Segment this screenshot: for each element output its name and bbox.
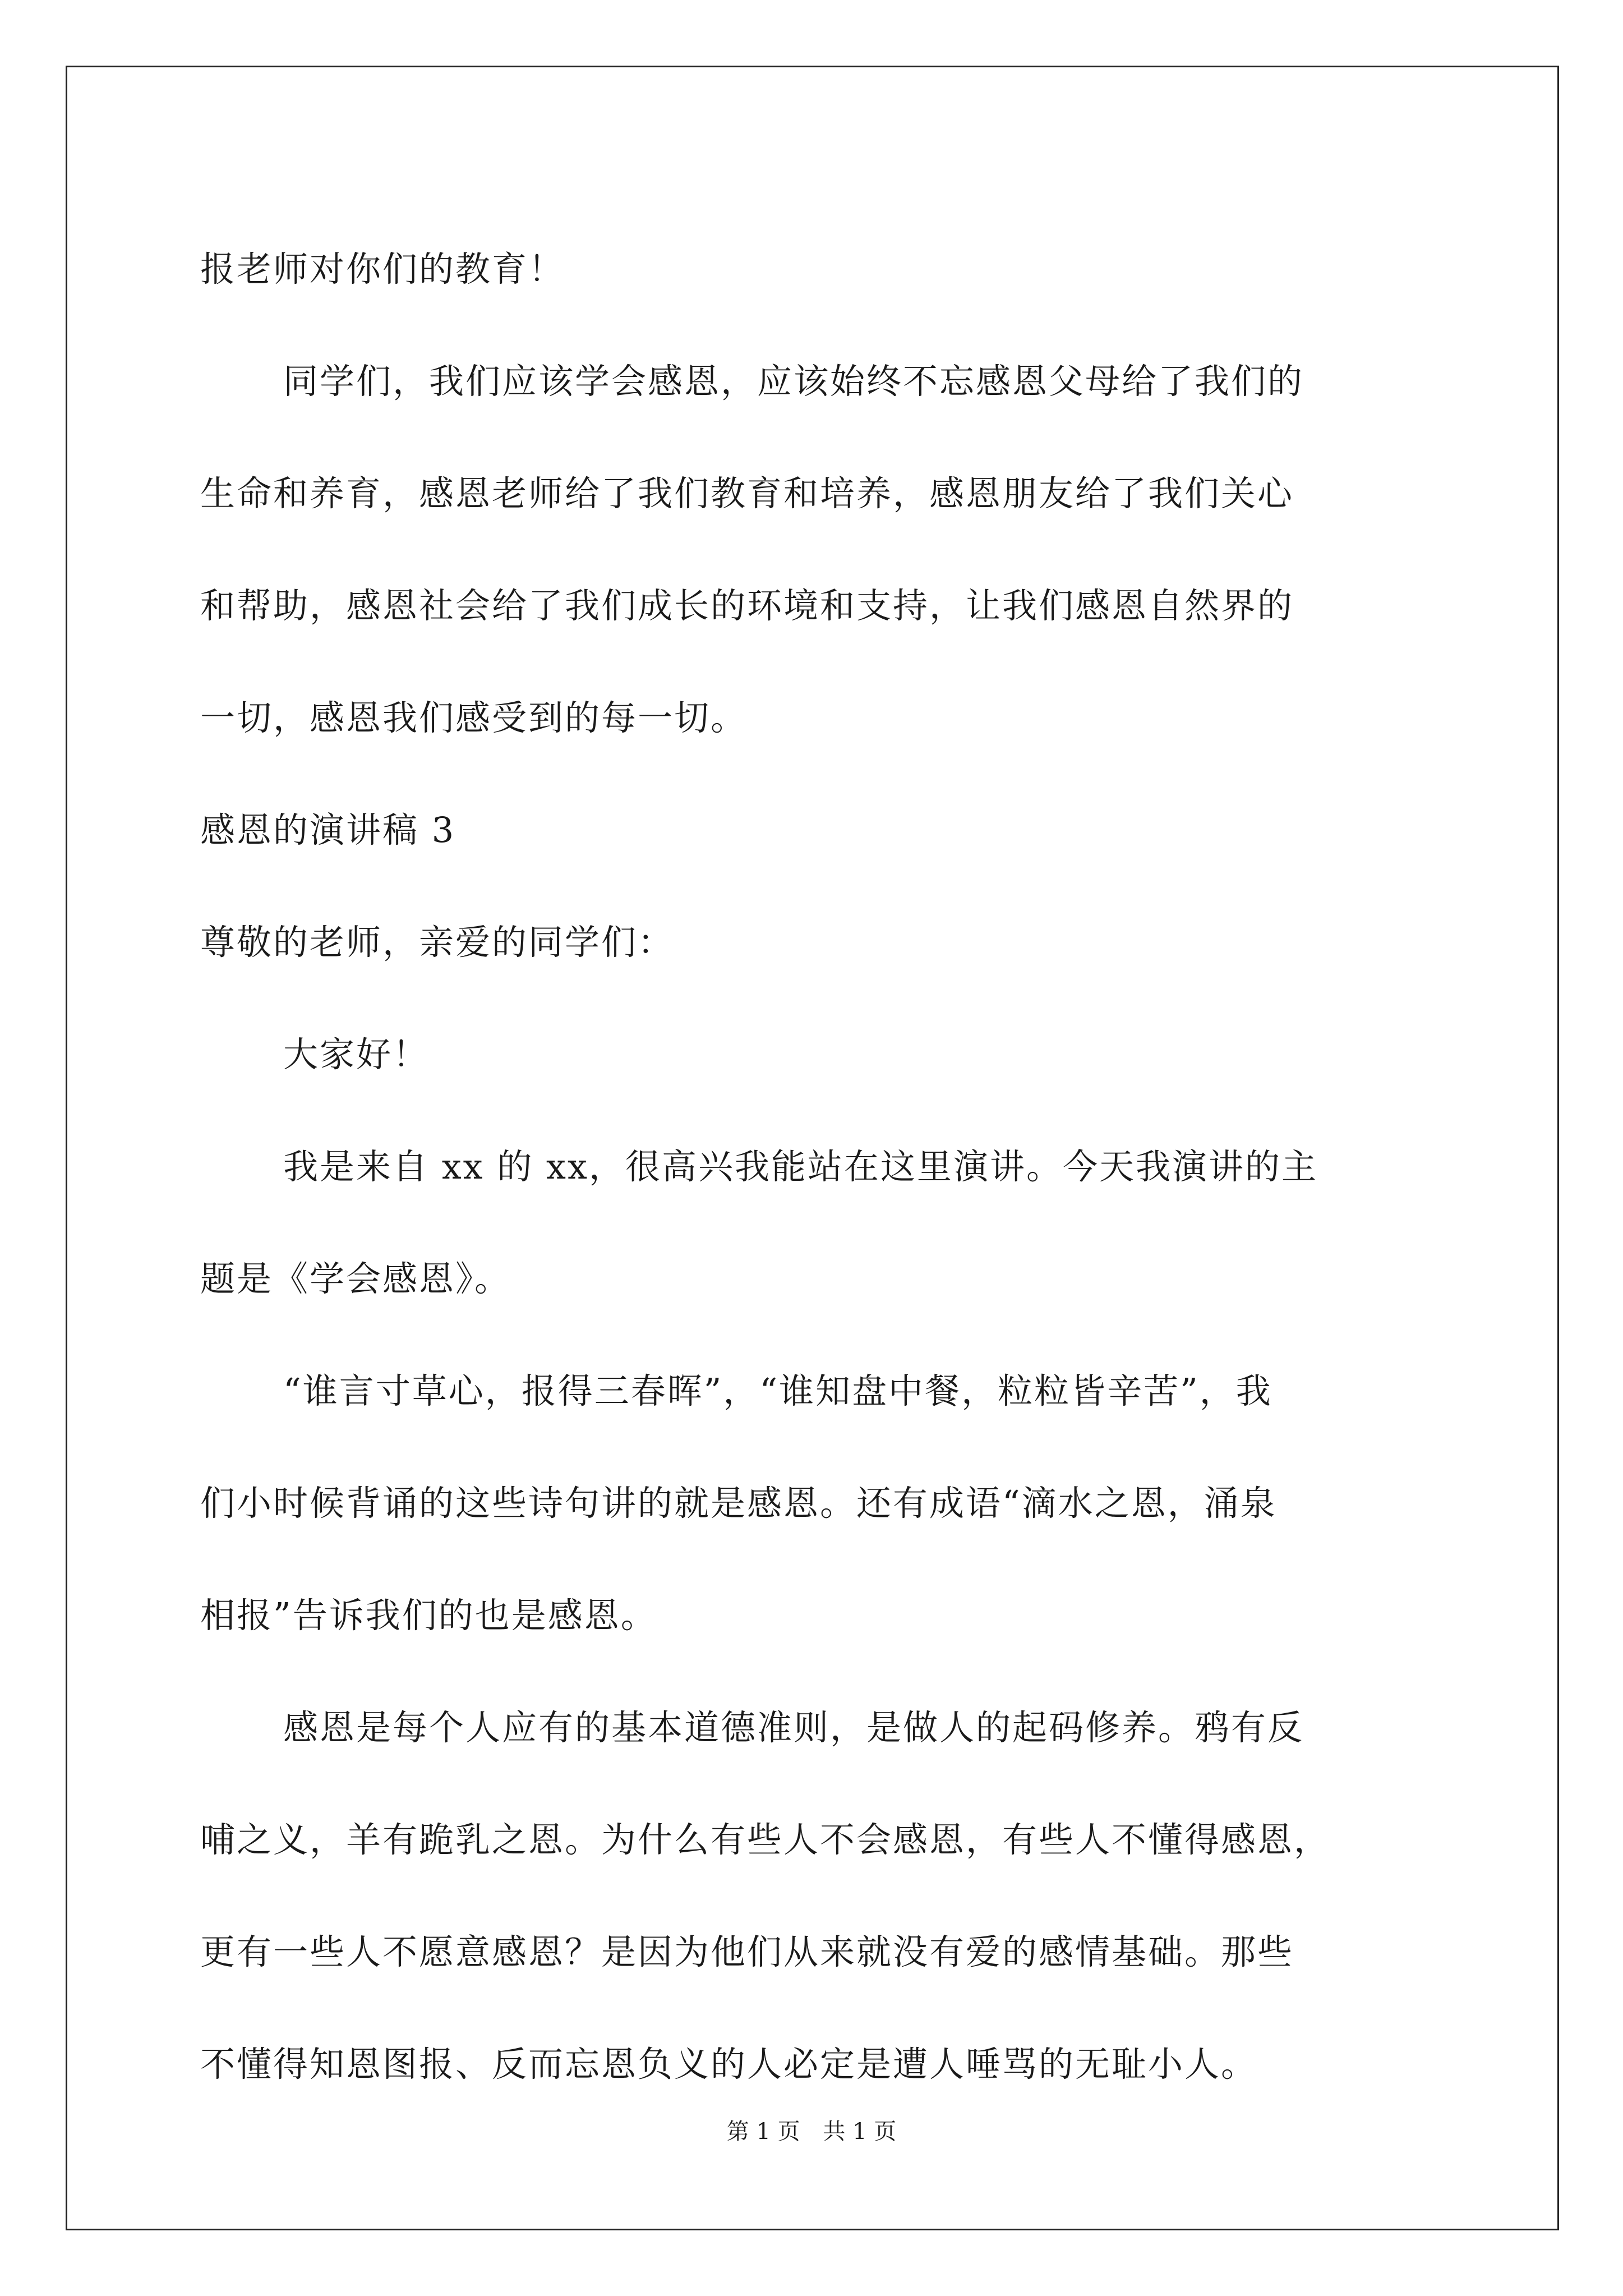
page-number-total: 共 1 页	[823, 2119, 897, 2145]
text-line: 们小时候背诵的这些诗句讲的就是感恩。还有成语“滴水之恩，涌泉	[200, 1483, 1277, 1524]
text-line: “谁言寸草心，报得三春晖”，“谁知盘中餐，粒粒皆辛苦”，我	[283, 1370, 1272, 1411]
text-line: 感恩是每个人应有的基本道德准则，是做人的起码修养。鸦有反	[283, 1707, 1304, 1748]
text-line: 生命和养育，感恩老师给了我们教育和培养，感恩朋友给了我们关心	[200, 473, 1294, 514]
page-number-current: 第 1 页	[726, 2119, 800, 2145]
text-line: 我是来自 xx 的 xx，很高兴我能站在这里演讲。今天我演讲的主	[283, 1146, 1318, 1187]
text-line: 题是《学会感恩》。	[200, 1258, 511, 1299]
page-footer	[0, 2118, 1623, 2146]
text-line: 报老师对你们的教育！	[200, 249, 565, 289]
text-line: 不懂得知恩图报、反而忘恩负义的人必定是遭人唾骂的无耻小人。	[200, 2044, 1258, 2085]
text-line: 哺之义，羊有跪乳之恩。为什么有些人不会感恩，有些人不懂得感恩，	[200, 1819, 1331, 1860]
text-line: 大家好！	[283, 1034, 430, 1075]
text-line: 感恩的演讲稿 3	[200, 809, 456, 850]
document-body	[200, 213, 1423, 2120]
text-line: 同学们，我们应该学会感恩，应该始终不忘感恩父母给了我们的	[283, 361, 1304, 402]
text-line: 更有一些人不愿意感恩？是因为他们从来就没有爱的感情基础。那些	[200, 1931, 1294, 1972]
text-line: 一切，感恩我们感受到的每一切。	[200, 697, 748, 738]
text-line: 相报”告诉我们的也是感恩。	[200, 1595, 657, 1636]
text-line: 尊敬的老师，亲爱的同学们：	[200, 922, 675, 963]
text-line: 和帮助，感恩社会给了我们成长的环境和支持，让我们感恩自然界的	[200, 585, 1294, 626]
